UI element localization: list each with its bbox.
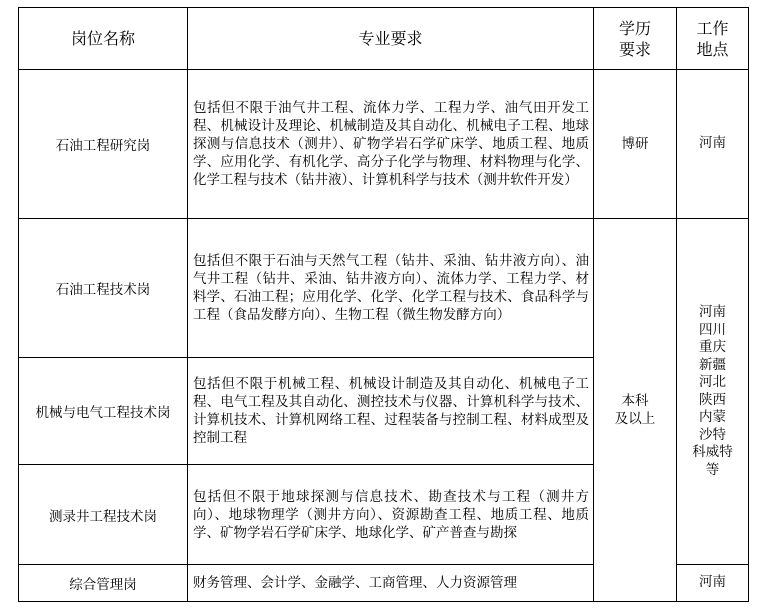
requirement-text: 财务管理、会计学、金融学、工商管理、人力资源管理 [188,565,594,602]
position-name: 石油工程研究岗 [19,70,188,219]
header-education: 学历 要求 [594,8,677,70]
header-requirement: 专业要求 [188,8,594,70]
education-cell: 博研 [594,70,677,219]
requirement-text: 包括但不限于地球探测与信息技术、勘查技术与工程（测井方向）、地球物理学（测井方向）、资源勘查工程、地质工程、地质学、矿物学岩石学矿床学、地球化学、矿产普查与勘探 [188,465,594,565]
education-merged-cell: 本科 及以上 [594,219,677,602]
position-name: 机械与电气工程技术岗 [19,358,188,465]
header-row [19,8,749,70]
location-cell: 河南 [677,565,749,602]
position-name: 综合管理岗 [19,565,188,602]
header-location: 工作 地点 [677,8,749,70]
recruitment-table [18,7,749,602]
requirement-text: 包括但不限于石油与天然气工程（钻井、采油、钻井液方向）、油气井工程（钻井、采油、钻井液方向）、流体力学、工程力学、材料学、石油工程；应用化学、化学、化学工程与技术、食品科学与工程（食品发酵方向）、生物工程（微生物发酵方向） [188,219,594,358]
requirement-text: 包括但不限于机械工程、机械设计制造及其自动化、机械电子工程、电气工程及其自动化、测控技术与仪器、计算机科学与技术、计算机技术、计算机网络工程、过程装备与控制工程、材料成型及控制工程 [188,358,594,465]
position-name: 石油工程技术岗 [19,219,188,358]
requirement-text: 包括但不限于油气井工程、流体力学、工程力学、油气田开发工程、机械设计及理论、机械制造及其自动化、机械电子工程、地球探测与信息技术（测井）、矿物学岩石学矿床学、地质工程、地质学、应用化学、有机化学、高分子化学与物理、材料物理与化学、化学工程与技术（钻井液）、计算机科学与技术（测井软件开发） [188,70,594,219]
position-name: 测录井工程技术岗 [19,465,188,565]
table-row [19,219,749,358]
location-cell: 河南 [677,70,749,219]
location-merged-cell: 河南 四川 重庆 新疆 河北 陕西 内蒙 沙特 科威特 等 [677,219,749,565]
table-row [19,70,749,219]
header-position-name: 岗位名称 [19,8,188,70]
